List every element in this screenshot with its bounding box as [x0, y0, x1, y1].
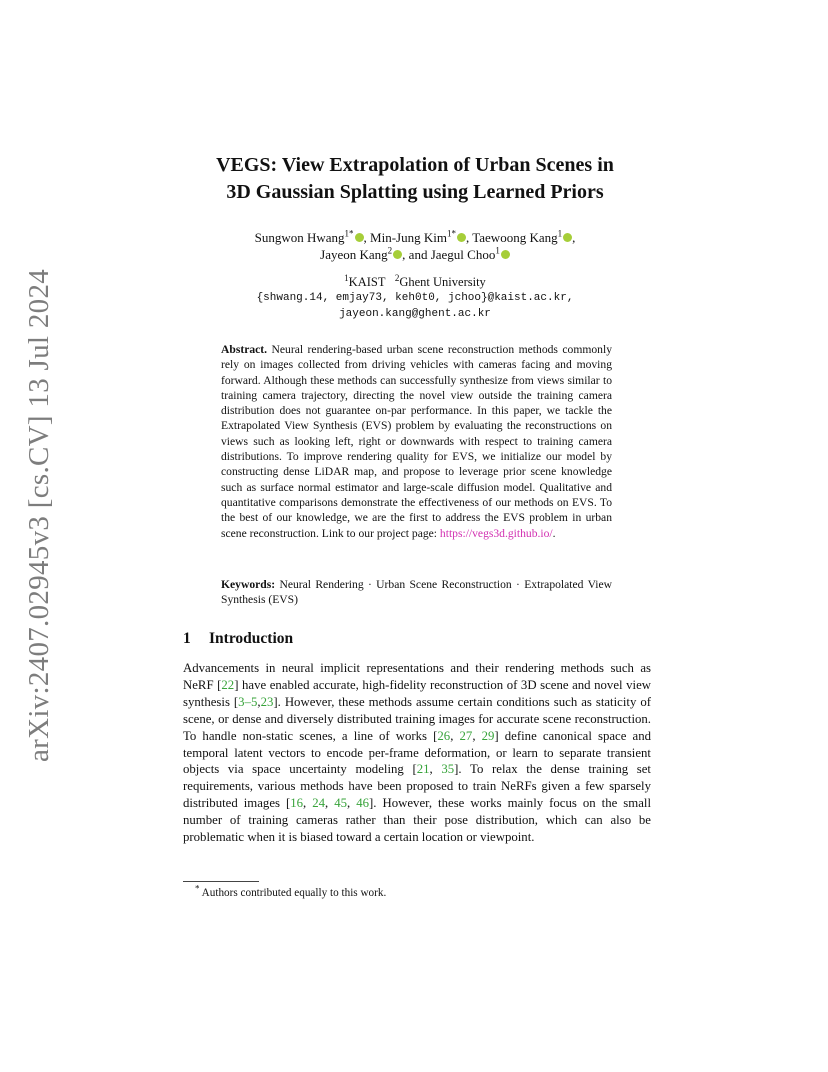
- author-name: Jaegul Choo: [430, 247, 496, 262]
- author-sup: 1: [495, 245, 500, 256]
- section-number: 1: [183, 630, 191, 647]
- intro-text: Advancements in neural implicit representations and their rendering methods such as NeRF [: [183, 661, 651, 692]
- paper-title: [150, 152, 680, 206]
- author-name: Min-Jung Kim: [370, 230, 447, 245]
- affiliation-names: [200, 274, 630, 290]
- footnote-rule: [183, 881, 259, 882]
- citation-link[interactable]: 23: [260, 694, 274, 709]
- intro-text: ,: [450, 728, 460, 743]
- orcid-icon[interactable]: [563, 233, 572, 242]
- author-name: Sungwon Hwang: [254, 230, 345, 245]
- intro-text: ]. To relax the dense training set requirements, various methods have been proposed to train NeRFs given a few sparsely distributed images [: [183, 762, 651, 811]
- author-separator: , and: [402, 247, 431, 262]
- affiliation-sup: 1: [344, 272, 349, 283]
- section-title: Introduction: [209, 630, 294, 647]
- footnote-mark: *: [195, 883, 200, 894]
- orcid-icon[interactable]: [393, 250, 402, 259]
- author-separator: ,: [363, 230, 371, 245]
- affiliations: [200, 274, 630, 322]
- abstract-label: Abstract.: [221, 343, 268, 356]
- affiliation-name: Ghent University: [399, 275, 486, 289]
- email-line: {shwang.14, emjay73, keh0t0, jchoo}@kaist.ac.kr,: [256, 292, 574, 304]
- abstract-text: Neural rendering-based urban scene reconstruction methods commonly rely on images collected from driving vehicles with cameras facing and moving forward. Although these methods can successfully synthesize from views similar to training camera trajectory, directing the novel view outside the training camera distribution does not guarantee on-par performance. In this paper, we tackle the Extrapolated View Synthesis (EVS) problem by evaluating the reconstructions on views such as looking left, right or downwards with respect to training camera distributions. To improve rendering quality for EVS, we initialize our model by constructing dense LiDAR map, and propose to leverage prior scene knowledge such as surface normal estimator and large-scale diffusion model. Qualitative and quantitative comparisons demonstrate the effectiveness of our methods on EVS. To the best of our knowledge, we are the first to address the EVS problem in urban scene reconstruction. Link to our project page:: [221, 343, 612, 540]
- orcid-icon[interactable]: [501, 250, 510, 259]
- arxiv-stamp-text: arXiv:2407.02945v3 [cs.CV] 13 Jul 2024: [23, 268, 56, 762]
- author-list: [200, 229, 630, 263]
- intro-text: ,: [472, 728, 482, 743]
- author-separator: ,: [465, 230, 473, 245]
- intro-text: ,: [429, 762, 442, 777]
- citation-link[interactable]: 46: [356, 796, 370, 811]
- citation-link[interactable]: 16: [290, 796, 304, 811]
- author-sup: 1*: [344, 228, 354, 239]
- footnote-text: Authors contributed equally to this work.: [199, 887, 387, 899]
- intro-text: ] have enabled accurate, high-fidelity reconstruction of 3D scene and novel view synthesis [: [183, 677, 651, 709]
- author-name: Jayeon Kang: [320, 247, 388, 262]
- citation-link[interactable]: 26: [437, 728, 451, 743]
- citation-link[interactable]: 22: [221, 677, 235, 692]
- citation-link[interactable]: 24: [312, 796, 326, 811]
- intro-text: ]. However, these works mainly focus on the small number of training cameras rather than their pose distribution, which can also be problematic when it is biased toward a certain location or viewpoint.: [183, 796, 651, 845]
- title-line-2: 3D Gaussian Splatting using Learned Priors: [226, 181, 604, 203]
- intro-text: ,: [257, 694, 261, 709]
- author-sup: 1*: [446, 228, 456, 239]
- author-sup: 1: [557, 228, 563, 239]
- abstract: [221, 342, 612, 541]
- title-line-1: VEGS: View Extrapolation of Urban Scenes in: [216, 154, 614, 176]
- email-line: jayeon.kang@ghent.ac.kr: [339, 308, 491, 320]
- intro-text: ,: [325, 796, 335, 811]
- intro-text: ,: [347, 796, 357, 811]
- citation-link[interactable]: 27: [459, 728, 473, 743]
- project-page-link[interactable]: https://vegs3d.github.io/: [439, 526, 553, 540]
- affiliation-sup: 2: [394, 272, 400, 283]
- affiliation-name: KAIST: [348, 275, 386, 289]
- author-separator: ,: [572, 230, 576, 245]
- citation-link[interactable]: 3–5: [238, 694, 258, 709]
- citation-link[interactable]: 35: [441, 762, 455, 777]
- citation-link[interactable]: 29: [481, 728, 495, 743]
- intro-text: ,: [303, 796, 313, 811]
- author-sup: 2: [387, 245, 393, 256]
- keywords-label: Keywords:: [221, 578, 276, 591]
- citation-link[interactable]: 45: [334, 796, 348, 811]
- footnote: [195, 883, 387, 900]
- arxiv-stamp: [18, 268, 62, 762]
- keywords: [221, 577, 612, 608]
- keywords-text: Neural Rendering · Urban Scene Reconstruction · Extrapolated View Synthesis (EVS): [221, 578, 612, 607]
- intro-paragraph: [183, 660, 651, 846]
- author-name: Taewoong Kang: [472, 230, 558, 245]
- section-heading: [183, 630, 293, 648]
- intro-text: ] define canonical space and temporal latent vectors to encode per-frame deformation, or learn to separate transient objects via space uncertainty modeling [: [183, 728, 651, 777]
- orcid-icon[interactable]: [355, 233, 364, 242]
- intro-text: ]. However, these methods assume certain conditions such as staticity of scene, or dense and diversely distributed training images for accurate scene reconstruction. To handle non-static scenes, a line of works [: [183, 694, 651, 743]
- abstract-end: .: [552, 526, 556, 540]
- orcid-icon[interactable]: [457, 233, 466, 242]
- citation-link[interactable]: 21: [416, 762, 430, 777]
